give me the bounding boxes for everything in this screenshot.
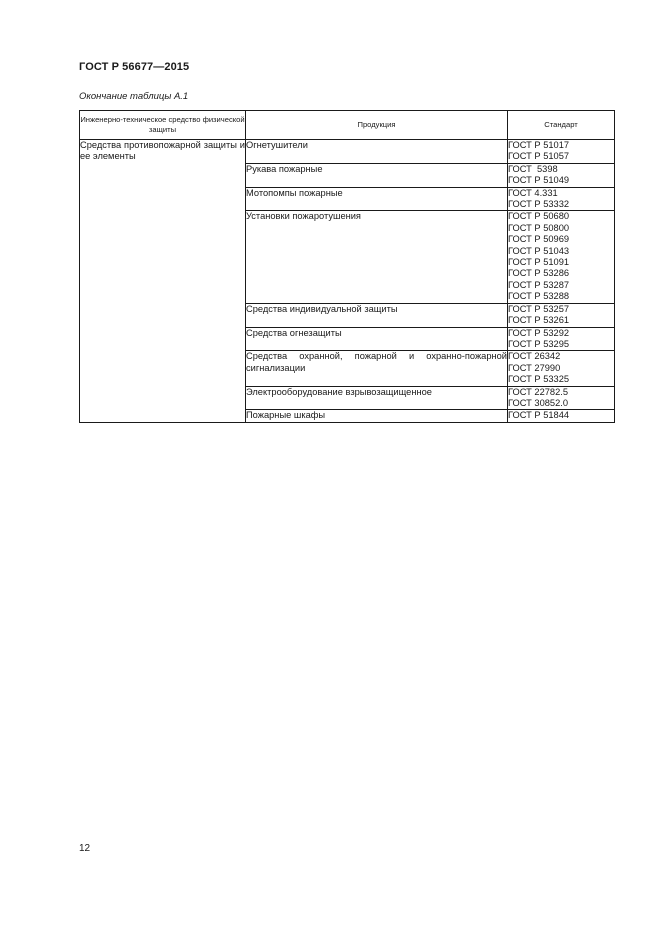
product-cell: Пожарные шкафы	[246, 410, 508, 422]
product-cell: Электрооборудование взрывозащищенное	[246, 386, 508, 410]
standard-code: ГОСТ Р 53257	[508, 303, 570, 314]
standard-code: ГОСТ Р 53292	[508, 327, 570, 338]
table-row	[80, 140, 615, 164]
standard-code: ГОСТ 27990	[508, 362, 561, 373]
column-header-products: Продукция	[246, 111, 508, 140]
standards-cell	[508, 163, 615, 187]
standards-cell	[508, 351, 615, 386]
standard-code: ГОСТ Р 53288	[508, 291, 570, 302]
standard-code: ГОСТ Р 51017	[508, 140, 570, 150]
document-title: ГОСТ Р 56677—2015	[79, 61, 190, 73]
product-cell: Средства огнезащиты	[246, 327, 508, 351]
standard-code: ГОСТ 5398	[508, 163, 558, 174]
standard-code: ГОСТ Р 53286	[508, 268, 570, 279]
standard-code: ГОСТ Р 51043	[508, 245, 570, 256]
standard-code: ГОСТ Р 50680	[508, 211, 570, 222]
table-body	[80, 140, 615, 423]
standard-code: ГОСТ Р 53295	[508, 338, 570, 349]
page-number: 12	[79, 843, 91, 854]
standards-cell	[508, 187, 615, 211]
column-header-protection-means: Инженерно-техническое средство физической защиты	[80, 111, 246, 140]
standard-code: ГОСТ Р 51844	[508, 410, 570, 421]
standard-code: ГОСТ Р 50969	[508, 234, 570, 245]
category-cell: Средства противопожарной защиты и ее элементы	[80, 140, 246, 423]
product-cell: Установки пожаротушения	[246, 211, 508, 303]
standard-code: ГОСТ 30852.0	[508, 397, 569, 408]
column-header-standard: Стандарт	[508, 111, 615, 140]
standards-cell	[508, 410, 615, 422]
standard-code: ГОСТ Р 53287	[508, 279, 570, 290]
standard-code: ГОСТ Р 53325	[508, 374, 570, 385]
standards-table	[79, 110, 615, 423]
standard-code: ГОСТ Р 53332	[508, 199, 570, 210]
standard-code: ГОСТ 26342	[508, 351, 561, 362]
standard-code: ГОСТ Р 53261	[508, 315, 570, 326]
standard-code: ГОСТ Р 51091	[508, 257, 570, 268]
product-cell: Рукава пожарные	[246, 163, 508, 187]
table-header-row	[80, 111, 615, 140]
standard-code: ГОСТ 22782.5	[508, 386, 569, 397]
product-cell: Средства индивидуальной защиты	[246, 303, 508, 327]
product-cell: Огнетушители	[246, 140, 508, 164]
standard-code: ГОСТ Р 51057	[508, 151, 570, 162]
standards-cell	[508, 386, 615, 410]
standard-code: ГОСТ 4.331	[508, 187, 558, 198]
standards-cell	[508, 140, 615, 164]
standard-code: ГОСТ Р 51049	[508, 175, 570, 186]
table-caption: Окончание таблицы А.1	[79, 91, 189, 102]
standards-cell	[508, 327, 615, 351]
standard-code: ГОСТ Р 50800	[508, 222, 570, 233]
product-cell: Средства охранной, пожарной и охранно-пожарной сигнализации	[246, 351, 508, 386]
product-cell: Мотопомпы пожарные	[246, 187, 508, 211]
standards-cell	[508, 211, 615, 303]
standards-cell	[508, 303, 615, 327]
